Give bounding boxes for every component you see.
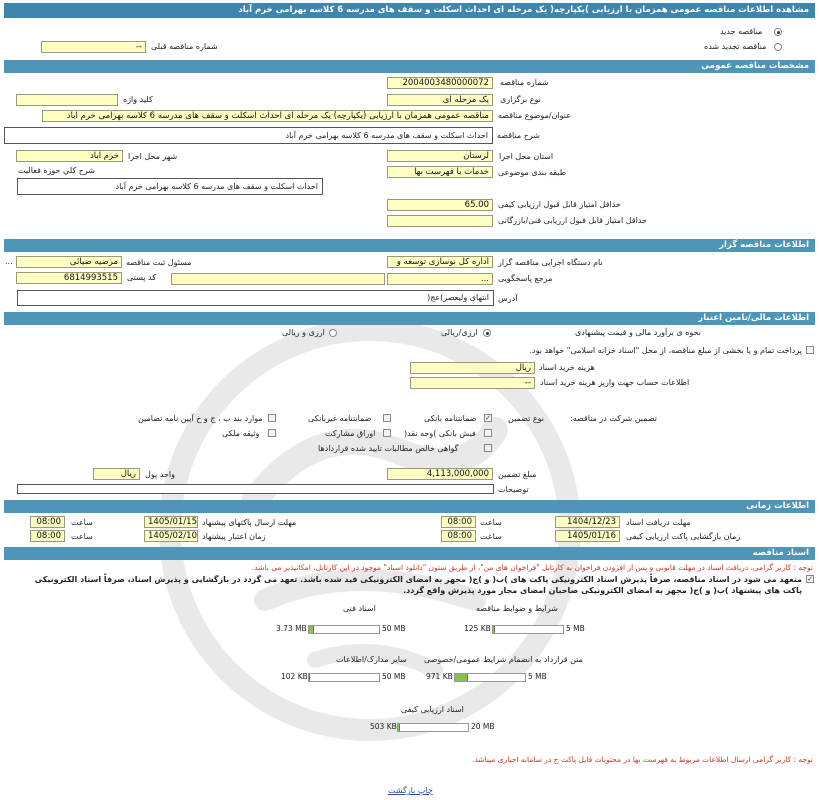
g-items-checkbox[interactable] (268, 414, 276, 422)
min-tech-field (387, 215, 493, 227)
tender-type-label: نوع برگزاری (500, 95, 541, 104)
notes-label: توضیحات (498, 485, 529, 494)
doc-item-max: 5 MB (528, 672, 547, 681)
docs-commit-note: منعهد می شود در اسناد مناقصه، صرفاً پذیرش اسناد الکترونیکی پاکت های )ب( و )ج( مجهز به امضای الکترونیکی قید شده باشد. تعهد می گردد در بازگشایی و پذیرش اسناد، صرفاً اسناد الکترونیکی پاکت های پیشنهاد )ب( و )ج( مجهز به امضای الکترونیکی صاحبان امضای مجاز مورد پذیرش واقع گردد. (34, 575, 802, 595)
page-title: مشاهده اطلاعات مناقصه عمومی همزمان با ارزیابی )یکپارچه( یک مرحله ای احداث اسکلت و سقف های مدرسه 6 کلاسه بهرامی خرم آباد (4, 3, 815, 18)
doc-item-name: اسناد فنی (343, 604, 376, 613)
g-nonbank-checkbox[interactable] (383, 414, 391, 422)
registrar-field: مرضیه ضیائی (16, 256, 122, 268)
doc-item-name: شرایط و ضوابط مناقصه (476, 604, 558, 613)
timing-section-header: اطلاعات زمانی (4, 500, 815, 513)
province-label: استان محل اجرا (499, 152, 554, 161)
g-property-checkbox[interactable] (268, 429, 276, 437)
address-box: انتهای ولیعصر)عج( (17, 290, 494, 306)
docs-note-2: توجه : کاربر گرامی ارسال اطلاعات مربوط به فهرست بها در محتویات فایل پاکت ج در سامانه اجباری میباشد. (471, 755, 813, 764)
g-bonds-checkbox[interactable] (383, 429, 391, 437)
g-bank-checkbox[interactable]: ✓ (485, 414, 491, 422)
organizer-section-header: اطلاعات مناقصه گزار (4, 239, 815, 252)
estimate-fx-radio[interactable] (329, 329, 337, 337)
registrar-more[interactable]: ... (5, 257, 13, 266)
open-time: 08:00 (441, 530, 476, 542)
min-quality-label: حداقل امتیاز قابل قبول ارزیابی کیفی (498, 200, 621, 209)
doc-item-used: 971 KB (426, 672, 453, 681)
doc-item-used: 125 KB (464, 624, 491, 633)
g-items-label: موارد بند ب ، ج و خ آیین نامه تضامین (138, 414, 263, 423)
tender-renewed-label: مناقصه تجدید شده (704, 42, 767, 51)
validity-time-label: ساعت (71, 532, 93, 541)
prev-tender-field[interactable]: -- (41, 41, 146, 53)
send-label: مهلت ارسال پاکتهای پیشنهاد (202, 518, 297, 527)
print-back-link[interactable]: چاپ بازگشت (388, 786, 433, 795)
doc-item-name: متن قرارداد به انضمام شرایط عمومی/خصوصی (424, 655, 583, 664)
category-label: طبقه بندی موضوعی (498, 168, 567, 177)
keyword-label: کلید واژه (123, 95, 153, 104)
registrar-label: مسئول ثبت مناقصه (126, 258, 192, 267)
docs-section-header: اسناد مناقصه (4, 547, 815, 560)
category-field: خدمات با فهرست بها (387, 166, 493, 178)
description-box: احداث اسکلت و سقف های مدرسه 6 کلاسه بهرامی خرم آباد (4, 127, 493, 144)
doc-receive-time-label: ساعت (480, 518, 502, 527)
participation-label: تضمین شرکت در مناقصه: (570, 414, 658, 423)
doc-item-used: 503 KB (370, 722, 397, 731)
validity-time: 08:00 (30, 530, 65, 542)
activity-label: شرح کلي حوزه فعاليت (18, 166, 95, 175)
city-field: خرم آباد (16, 150, 123, 162)
doc-item-progress (454, 673, 526, 682)
prev-tender-label: شماره مناقصه قبلی (151, 42, 218, 51)
g-bank-label: ضمانتنامه بانکی (424, 414, 477, 423)
guarantee-amount-label: مبلغ تضمین (498, 470, 537, 479)
doc-item-max: 20 MB (471, 722, 495, 731)
treasury-note: پرداخت تمام و یا بخشی از مبلغ مناقصه، از محل "اسناد خزانه اسلامی" خواهد بود. (529, 346, 802, 355)
doc-item-progress (308, 625, 380, 634)
address-label: آدرس (498, 294, 518, 303)
validity-label: زمان اعتبار پیشنهاد (202, 532, 266, 541)
send-time-label: ساعت (71, 518, 93, 527)
docs-commit-checkbox[interactable]: ✓ (807, 575, 813, 583)
g-claims-checkbox[interactable] (484, 444, 492, 452)
tender-number-field: 2004003480000072 (387, 77, 493, 89)
g-check-checkbox[interactable] (484, 429, 492, 437)
estimate-rial-label: ارزی/ریالی (441, 328, 478, 337)
docs-note-1: توجه : کاربر گرامی، دریافت اسناد در مهلت قانونی و پس از افزودن فراخوان به کارتابل "فراخوان های من"، از طریق ستون "دانلود اسناد" موجود در این کارتابل، امکانپذیر می باشد. (251, 563, 813, 572)
response-ref-field: ... (387, 273, 493, 285)
treasury-checkbox[interactable] (806, 346, 814, 354)
estimate-rial-radio[interactable] (483, 329, 491, 337)
doc-item-max: 5 MB (566, 624, 585, 633)
guarantee-amount-field: 4,113,000,000 (387, 468, 493, 480)
tender-new-label: مناقصه جدید (720, 27, 763, 36)
g-bonds-label: اوراق مشارکت (325, 429, 376, 438)
estimate-label: نحوه ی برآورد مالی و قیمت پیشنهادی (575, 328, 701, 337)
doc-receive-label: مهلت دریافت اسناد (626, 518, 691, 527)
postal-code-field: 6814993515 (16, 272, 122, 284)
g-check-label: فیش بانکی )وجه نقد( (404, 429, 476, 438)
province-field: لرستان (387, 150, 493, 162)
response-ref-label: مرجع پاسخگویی (498, 274, 553, 283)
organizer-label: نام دستگاه اجرایی مناقصه گزار (498, 258, 603, 267)
doc-cost-label: هزینه خرید اسناد (539, 363, 595, 372)
description-label: شرح مناقصه (497, 131, 541, 140)
currency-field: ریال (93, 468, 140, 480)
response-ref-extra (171, 273, 385, 285)
doc-item-progress (308, 673, 380, 682)
open-time-label: ساعت (480, 532, 502, 541)
doc-item-progress (492, 625, 564, 634)
activity-box: احداث اسکلت و سقف های مدرسه 6 کلاسه بهرامی خرم آباد (17, 178, 323, 195)
send-time: 08:00 (30, 516, 65, 528)
g-nonbank-label: ضمانتنامه غیربانکی (308, 414, 372, 423)
keyword-field[interactable] (16, 94, 118, 106)
subject-field: مناقصه عمومی همزمان با ارزیابی (یکپارچه) یک مرحله ای احداث اسکلت و سقف های مدرسه 6 کلاسه بهرامی خرم آباد (42, 110, 493, 122)
doc-item-progress (397, 723, 469, 732)
doc-item-used: 3.73 MB (276, 624, 307, 633)
tender-type-field: یک مرحله ای (387, 94, 493, 106)
postal-code-label: کد پستی (127, 273, 156, 282)
g-claims-label: گواهی خالص مطالبات تایید شده قراردادها (318, 444, 459, 453)
tender-renewed-radio[interactable] (774, 43, 782, 51)
currency-label: واحد پول (145, 470, 175, 479)
organizer-field: اداره کل نوسازی توسعه و (387, 256, 493, 268)
general-section-header: مشخصات مناقصه عمومی (4, 60, 815, 73)
estimate-fx-label: ارزی و ریالی (282, 328, 325, 337)
g-property-label: وثیقه ملکی (222, 429, 260, 438)
doc-item-name: سایر مدارک/اطلاعات (336, 655, 407, 664)
account-label: اطلاعات حساب جهت واریز هزینه خرید اسناد (540, 378, 690, 387)
doc-receive-time: 08:00 (441, 516, 476, 528)
doc-item-used: 102 KB (281, 672, 308, 681)
city-label: شهر محل اجرا (128, 152, 178, 161)
doc-item-name: اسناد ارزیابی کیفی (401, 705, 464, 714)
validity-date: 1405/02/10 (144, 530, 198, 542)
doc-item-max: 50 MB (382, 672, 406, 681)
doc-receive-date: 1404/12/23 (555, 516, 620, 528)
subject-label: عنوان/موضوع مناقصه (498, 111, 571, 120)
doc-cost-field: ریال (410, 362, 535, 374)
guarantee-type-label: نوع تضمین (508, 414, 544, 423)
send-date: 1405/01/15 (144, 516, 198, 528)
min-quality-field: 65.00 (387, 199, 493, 211)
open-label: زمان بازگشایی پاکت ارزیابی کیفی (626, 532, 741, 541)
tender-number-label: شماره مناقصه (500, 78, 549, 87)
doc-item-max: 50 MB (382, 624, 406, 633)
open-date: 1405/01/16 (555, 530, 620, 542)
notes-box (17, 484, 494, 494)
financial-section-header: اطلاعات مالی/تامین اعتبار (4, 312, 815, 325)
tender-new-radio[interactable] (774, 28, 782, 36)
account-field: -- (410, 377, 535, 389)
min-tech-label: حداقل امتیاز قابل قبول ارزیابی فنی/بازرگانی (498, 216, 647, 225)
